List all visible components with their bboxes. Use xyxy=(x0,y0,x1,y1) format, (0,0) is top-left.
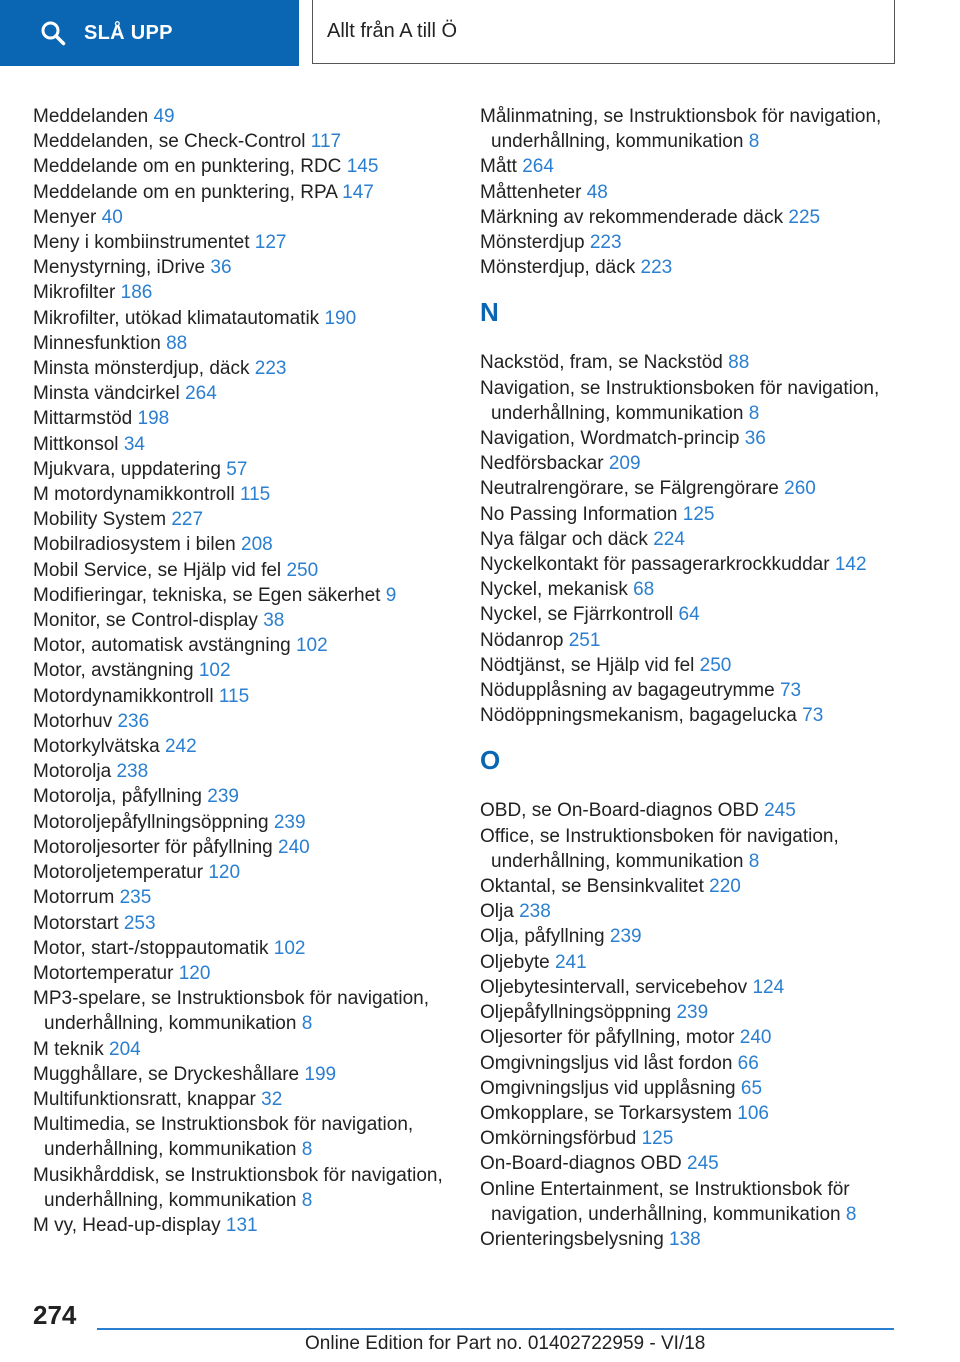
index-entry-text: Märkning av rekommenderade däck xyxy=(480,206,784,228)
index-entry xyxy=(480,899,900,924)
page-link[interactable]: 131 xyxy=(225,1214,258,1236)
page-link[interactable]: 238 xyxy=(116,761,149,783)
page-link[interactable]: 225 xyxy=(788,206,821,228)
index-entry xyxy=(480,552,900,577)
page-link[interactable]: 102 xyxy=(273,937,306,959)
index-entry xyxy=(480,924,900,949)
index-entry xyxy=(480,874,900,899)
page-link[interactable]: 250 xyxy=(286,559,319,581)
index-entry-text: On-Board-diagnos OBD xyxy=(480,1153,682,1175)
index-entry xyxy=(480,502,900,527)
page-link[interactable]: 186 xyxy=(120,282,153,304)
index-entry xyxy=(33,658,453,683)
index-entry xyxy=(480,1000,900,1025)
page-link[interactable]: 48 xyxy=(586,181,608,203)
page-link[interactable]: 64 xyxy=(678,604,700,626)
index-entry-text: Meddelande om en punktering, RDC xyxy=(33,156,342,178)
header xyxy=(0,0,960,66)
search-icon xyxy=(40,20,66,46)
index-entry xyxy=(480,1051,900,1076)
page-link[interactable]: 102 xyxy=(198,660,231,682)
index-entry-text: Motoroljepåfyllningsöppning xyxy=(33,811,269,833)
index-entry-text: Multifunktionsratt, knappar xyxy=(33,1088,256,1110)
page-link[interactable]: 199 xyxy=(304,1063,337,1085)
index-entry-text: Mugghållare, se Dryckeshållare xyxy=(33,1063,300,1085)
index-entry-text: Nyckelkontakt för passagerarkrockkuddar xyxy=(480,554,830,576)
index-entry xyxy=(33,356,453,381)
page-link[interactable]: 49 xyxy=(153,106,175,127)
page-link[interactable]: 223 xyxy=(640,257,673,279)
index-entry xyxy=(33,432,453,457)
page-link[interactable]: 125 xyxy=(682,503,715,525)
index-entry-text: OBD, se On-Board-diagnos OBD xyxy=(480,800,759,822)
page-link[interactable]: 40 xyxy=(101,206,123,228)
index-entry xyxy=(33,482,453,507)
index-entry-text: Motorhuv xyxy=(33,710,113,732)
index-entry-text: Mönsterdjup xyxy=(480,232,585,254)
index-entry-text: Motorstart xyxy=(33,912,119,934)
index-entry xyxy=(33,860,453,885)
index-entry xyxy=(480,577,900,602)
page-link[interactable]: 32 xyxy=(261,1088,283,1110)
index-entry xyxy=(33,936,453,961)
page-link[interactable]: 8 xyxy=(301,1139,313,1161)
section-title: Allt från A till Ö xyxy=(312,0,895,64)
index-entry-text: Orienteringsbelysning xyxy=(480,1228,664,1250)
page-link[interactable]: 115 xyxy=(218,685,250,707)
page-link[interactable]: 138 xyxy=(669,1228,701,1250)
index-entry-text: Modifieringar, tekniska, se Egen säkerhet xyxy=(33,584,381,606)
index-entry xyxy=(33,961,453,986)
page-link[interactable]: 88 xyxy=(728,352,750,374)
page-link[interactable]: 120 xyxy=(178,962,211,984)
index-entry-text: Motor, avstängning xyxy=(33,660,194,682)
index-entry-text: Meddelanden, se Check-Control xyxy=(33,131,306,153)
index-entry xyxy=(480,798,900,823)
page-link[interactable]: 190 xyxy=(324,307,357,329)
index-entry xyxy=(33,104,453,129)
index-entry-text: Monitor, se Control-display xyxy=(33,610,258,632)
page-link[interactable]: 142 xyxy=(834,554,867,576)
index-entry xyxy=(480,255,900,280)
page-link[interactable]: 147 xyxy=(342,181,374,203)
index-entry xyxy=(480,205,900,230)
page-link[interactable]: 36 xyxy=(210,257,232,279)
index-entry xyxy=(480,180,900,205)
index-entry-text: Oljepåfyllningsöppning xyxy=(480,1002,672,1024)
index-entry xyxy=(33,911,453,936)
index-entry xyxy=(33,810,453,835)
index-entry-text: Omgivningsljus vid låst fordon xyxy=(480,1052,733,1074)
page-link[interactable]: 239 xyxy=(207,786,239,808)
page-link[interactable]: 8 xyxy=(748,131,760,153)
page-link[interactable]: 127 xyxy=(254,232,287,254)
index-entry xyxy=(480,376,900,426)
page-link[interactable]: 68 xyxy=(633,579,655,601)
index-entry-text: Navigation, Wordmatch-princip xyxy=(480,428,740,450)
index-entry xyxy=(480,678,900,703)
index-entry-text: Nödtjänst, se Hjälp vid fel xyxy=(480,654,695,676)
index-entry-text: Meny i kombiinstrumentet xyxy=(33,232,250,254)
page-link[interactable]: 264 xyxy=(185,383,217,405)
index-entry xyxy=(33,406,453,431)
page-link[interactable]: 34 xyxy=(123,433,145,455)
page-link[interactable]: 65 xyxy=(740,1077,763,1099)
index-entry-text: Målinmatning, se Instruktionsbok för navigation, underhållning, kommunikation xyxy=(480,106,882,153)
index-entry-text: Mikrofilter xyxy=(33,282,116,304)
index-entry xyxy=(33,381,453,406)
index-entry-text: Nödanrop xyxy=(480,629,564,651)
index-entry xyxy=(33,759,453,784)
index-entry-text: Meddelande om en punktering, RPA xyxy=(33,181,337,203)
index-entry xyxy=(33,1087,453,1112)
index-entry xyxy=(33,507,453,532)
index-entry-text: M vy, Head-up-display xyxy=(33,1214,221,1236)
page-link[interactable]: 239 xyxy=(273,811,306,833)
index-entry xyxy=(33,558,453,583)
index-entry xyxy=(480,1126,900,1151)
page-link[interactable]: 250 xyxy=(699,654,732,676)
index-entry-text: Nedförsbackar xyxy=(480,453,604,475)
index-entry-text: Multimedia, se Instruktionsbok för navigation, underhållning, kommunikation xyxy=(33,1114,414,1161)
page-link[interactable]: 224 xyxy=(653,528,685,550)
index-entry-text: Motorolja xyxy=(33,761,112,783)
page-link[interactable]: 220 xyxy=(709,876,741,898)
index-entry-text: Motortemperatur xyxy=(33,962,174,984)
index-entry xyxy=(480,476,900,501)
index-entry-text: Motor, automatisk avstängning xyxy=(33,635,291,657)
index-entry xyxy=(33,532,453,557)
index-entry-text: MP3-spelare, se Instruktionsbok för navigation, underhållning, kommunikation xyxy=(33,988,430,1035)
index-entry xyxy=(480,104,900,154)
index-entry xyxy=(33,1062,453,1087)
index-entry xyxy=(480,426,900,451)
index-entry-text: Motoroljesorter för påfyllning xyxy=(33,836,273,858)
page-link[interactable]: 66 xyxy=(737,1052,759,1074)
index-entry xyxy=(480,230,900,255)
index-entry-text: Nödöppningsmekanism, bagagelucka xyxy=(480,705,797,727)
index-letter-heading: N xyxy=(480,297,499,328)
index-entry-text: Måttenheter xyxy=(480,181,582,203)
page-link[interactable]: 245 xyxy=(764,800,796,822)
page-link[interactable]: 238 xyxy=(519,901,551,923)
index-entry xyxy=(480,653,900,678)
index-entry xyxy=(33,1112,453,1162)
index-entry xyxy=(480,451,900,476)
page-link[interactable]: 251 xyxy=(568,629,601,651)
index-entry-text: Omkörningsförbud xyxy=(480,1128,637,1150)
page-link[interactable]: 264 xyxy=(522,156,554,178)
index-letter-heading: O xyxy=(480,745,501,776)
page-link[interactable]: 102 xyxy=(295,635,328,657)
index-entry xyxy=(33,205,453,230)
index-entry xyxy=(480,350,900,375)
index-entry-text: Motorkylvätska xyxy=(33,736,160,758)
index-entry xyxy=(480,975,900,1000)
index-entry-text: Motoroljetemperatur xyxy=(33,862,204,884)
index-entry xyxy=(33,1163,453,1213)
index-entry xyxy=(480,950,900,975)
page-link[interactable]: 8 xyxy=(748,850,760,872)
index-entry xyxy=(33,734,453,759)
index-entry-text: Meddelanden xyxy=(33,106,149,127)
page-link[interactable]: 208 xyxy=(241,534,273,556)
index-entry-text: Minnesfunktion xyxy=(33,332,161,354)
index-entry xyxy=(33,129,453,154)
edition-info: Online Edition for Part no. 01402722959 - VI/18 xyxy=(305,1333,706,1354)
index-entry-text: Motorolja, påfyllning xyxy=(33,786,202,808)
index-entry xyxy=(480,703,900,728)
page-link[interactable]: 241 xyxy=(554,951,587,973)
index-entry-text: Minsta vändcirkel xyxy=(33,383,180,405)
index-entry xyxy=(480,1101,900,1126)
page-link[interactable]: 73 xyxy=(779,680,802,702)
index-entry xyxy=(33,154,453,179)
page-link[interactable]: 227 xyxy=(171,509,204,531)
page-link[interactable]: 115 xyxy=(239,484,271,506)
page-link[interactable]: 236 xyxy=(117,710,150,732)
page-link[interactable]: 120 xyxy=(208,862,241,884)
index-entry-text: Minsta mönsterdjup, däck xyxy=(33,358,250,380)
index-entry xyxy=(33,306,453,331)
page-link[interactable]: 8 xyxy=(301,1189,313,1211)
index-entry xyxy=(33,180,453,205)
index-entry-text: Menystyrning, iDrive xyxy=(33,257,206,279)
index-entry xyxy=(33,331,453,356)
index-entry-text: Office, se Instruktionsboken för navigation, underhållning, kommunikation xyxy=(480,825,839,872)
page-link[interactable]: 235 xyxy=(119,887,152,909)
page-link[interactable]: 106 xyxy=(737,1102,769,1124)
index-entry-text: No Passing Information xyxy=(480,503,678,525)
search-button[interactable] xyxy=(0,0,299,66)
index-entry xyxy=(33,835,453,860)
index-entry xyxy=(480,154,900,179)
index-column-right xyxy=(480,104,900,1252)
index-entry xyxy=(33,255,453,280)
page-link[interactable]: 245 xyxy=(687,1153,719,1175)
index-entry xyxy=(480,824,900,874)
index-entry xyxy=(33,457,453,482)
page-link[interactable]: 223 xyxy=(589,232,622,254)
page-link[interactable]: 253 xyxy=(123,912,156,934)
index-entry-text: M motordynamikkontroll xyxy=(33,484,235,506)
index-entry-text: Nödupplåsning av bagageutrymme xyxy=(480,680,775,702)
page-link[interactable]: 117 xyxy=(310,131,342,153)
page-link[interactable]: 88 xyxy=(166,332,188,354)
index-entry xyxy=(33,280,453,305)
index-entry-text: Motor, start-/stoppautomatik xyxy=(33,937,269,959)
index-entry xyxy=(33,684,453,709)
index-entry xyxy=(480,1151,900,1176)
index-entry xyxy=(33,608,453,633)
page-link[interactable]: 8 xyxy=(301,1013,313,1035)
index-entry-text: Omkopplare, se Torkarsystem xyxy=(480,1102,733,1124)
page-link[interactable]: 209 xyxy=(608,453,641,475)
index-entry-text: M teknik xyxy=(33,1038,104,1060)
page-link[interactable]: 73 xyxy=(802,705,824,727)
index-entry xyxy=(33,583,453,608)
index-entry xyxy=(480,527,900,552)
index-entry xyxy=(33,986,453,1036)
page-link[interactable]: 242 xyxy=(164,736,197,758)
index-entry-text: Neutralrengörare, se Fälgrengörare xyxy=(480,478,779,500)
page-link[interactable]: 260 xyxy=(784,478,816,500)
index-entry-text: Oktantal, se Bensinkvalitet xyxy=(480,876,704,898)
page-link[interactable]: 240 xyxy=(739,1027,772,1049)
index-entry-text: Motordynamikkontroll xyxy=(33,685,214,707)
index-entry-text: Online Entertainment, se Instruktionsbok för navigation, underhållning, kommunikation xyxy=(480,1178,850,1225)
index-entry xyxy=(33,230,453,255)
page-link[interactable]: 223 xyxy=(254,358,287,380)
page-link[interactable]: 239 xyxy=(676,1002,709,1024)
index-entry xyxy=(480,628,900,653)
page-link[interactable]: 145 xyxy=(346,156,379,178)
search-button-label: SLÅ UPP xyxy=(84,21,173,44)
index-entry xyxy=(33,709,453,734)
index-entry-text: Mikrofilter, utökad klimatautomatik xyxy=(33,307,320,329)
index-entry xyxy=(480,1076,900,1101)
index-entry xyxy=(33,633,453,658)
index-entry-text: Navigation, se Instruktionsboken för navigation, underhållning, kommunikation xyxy=(480,377,880,424)
index-entry-text: Nyckel, se Fjärrkontroll xyxy=(480,604,674,626)
index-entry xyxy=(33,784,453,809)
page-number: 274 xyxy=(33,1300,77,1330)
index-entry xyxy=(33,885,453,910)
index-entry-text: Nyckel, mekanisk xyxy=(480,579,628,601)
index-entry xyxy=(480,1177,900,1227)
index-entry-text: Menyer xyxy=(33,206,97,228)
page-link[interactable]: 9 xyxy=(385,584,397,606)
index-entry-text: Mobil Service, se Hjälp vid fel xyxy=(33,559,282,581)
page-link[interactable]: 124 xyxy=(752,976,785,998)
page-link[interactable]: 204 xyxy=(109,1038,141,1060)
index-entry xyxy=(480,602,900,627)
index-entry-text: Oljebytesintervall, servicebehov xyxy=(480,976,748,998)
index-entry-text: Mjukvara, uppdatering xyxy=(33,458,221,480)
page-link[interactable]: 240 xyxy=(278,836,310,858)
index-entry-text: Oljebyte xyxy=(480,951,550,973)
page-link[interactable]: 8 xyxy=(748,402,760,424)
index-entry-text: Mobilradiosystem i bilen xyxy=(33,534,236,556)
index-column-left xyxy=(33,104,453,1238)
page-link[interactable]: 198 xyxy=(137,408,170,430)
page-link[interactable]: 239 xyxy=(609,926,642,948)
page-link[interactable]: 8 xyxy=(845,1203,857,1225)
index-entry-text: Mittkonsol xyxy=(33,433,119,455)
index-entry-text: Olja, påfyllning xyxy=(480,926,605,948)
index-entry-text: Oljesorter för påfyllning, motor xyxy=(480,1027,735,1049)
index-entry xyxy=(33,1037,453,1062)
index-entry-text: Mönsterdjup, däck xyxy=(480,257,636,279)
index-entry-text: Omgivningsljus vid upplåsning xyxy=(480,1077,736,1099)
page-link[interactable]: 57 xyxy=(226,458,248,480)
index-entry xyxy=(480,1025,900,1050)
index-entry-text: Mått xyxy=(480,156,517,178)
page-link[interactable]: 38 xyxy=(263,610,285,632)
index-entry-text: Motorrum xyxy=(33,887,115,909)
index-entry xyxy=(33,1213,453,1238)
index-entry-text: Mobility System xyxy=(33,509,167,531)
index-entry-text: Mittarmstöd xyxy=(33,408,133,430)
index-entry-text: Musikhårddisk, se Instruktionsbok för navigation, underhållning, kommunikation xyxy=(33,1164,443,1211)
footer-divider xyxy=(97,1328,894,1330)
page-link[interactable]: 125 xyxy=(641,1128,674,1150)
index-entry xyxy=(480,1227,900,1252)
index-entry-text: Olja xyxy=(480,901,514,923)
page-link[interactable]: 36 xyxy=(744,428,766,450)
index-entry-text: Nackstöd, fram, se Nackstöd xyxy=(480,352,723,374)
index-entry-text: Nya fälgar och däck xyxy=(480,528,648,550)
